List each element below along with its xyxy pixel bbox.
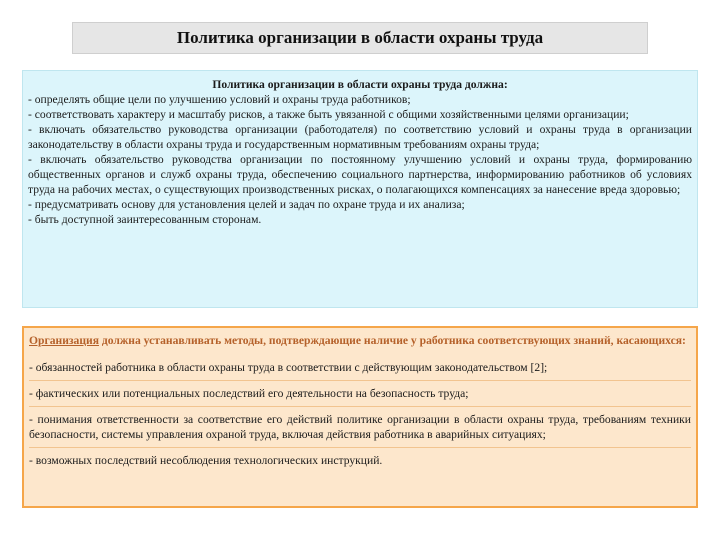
policy-item: - включать обязательство руководства организации (работодателя) по соответствию условий и охраны труда в организации законодательству в области охраны труда и государственным нормативным требованиям охраны труда; <box>28 123 692 151</box>
policy-item: - предусматривать основу для установления целей и задач по охране труда и их анализа; <box>28 198 465 211</box>
policy-item: - соответствовать характеру и масштабу рисков, а также быть увязанной с общими хозяйственными целями организации; <box>28 108 629 121</box>
policy-box <box>22 70 698 308</box>
policy-item: - определять общие цели по улучшению условий и охраны труда работников; <box>28 93 411 106</box>
knowledge-item: - фактических или потенциальных последствий его деятельности на безопасность труда; <box>29 386 691 407</box>
knowledge-intro-subject: Организация <box>29 334 99 347</box>
knowledge-item: - понимания ответственности за соответствие его действий политике организации в области охраны труда, требованиям техники безопасности, системы управления охраной труда, включая действия работника в аварийных ситуациях; <box>29 412 691 448</box>
policy-heading: Политика организации в области охраны труда должна: <box>212 78 508 91</box>
knowledge-intro-text: должна устанавливать методы, подтверждающие наличие у работника соответствующих знаний, касающихся: <box>98 334 686 347</box>
policy-item: - быть доступной заинтересованным сторонам. <box>28 213 262 226</box>
knowledge-box <box>22 326 698 508</box>
page-title: Политика организации в области охраны труда <box>72 22 648 54</box>
knowledge-item: - обязанностей работника в области охраны труда в соответствии с действующим законодательством [2]; <box>29 360 691 381</box>
knowledge-item: - возможных последствий несоблюдения технологических инструкций. <box>29 454 383 467</box>
knowledge-intro <box>29 333 691 348</box>
policy-item: - включать обязательство руководства организации по постоянному улучшению условий и охраны труда, формированию общественных органов и служб охраны труда, обеспечению социального партнерства, информированию работников об условиях труда на рабочих местах, о существующих производственных рисках, о полагающихся компенсациях за нанесение вреда здоровью; <box>28 153 692 196</box>
